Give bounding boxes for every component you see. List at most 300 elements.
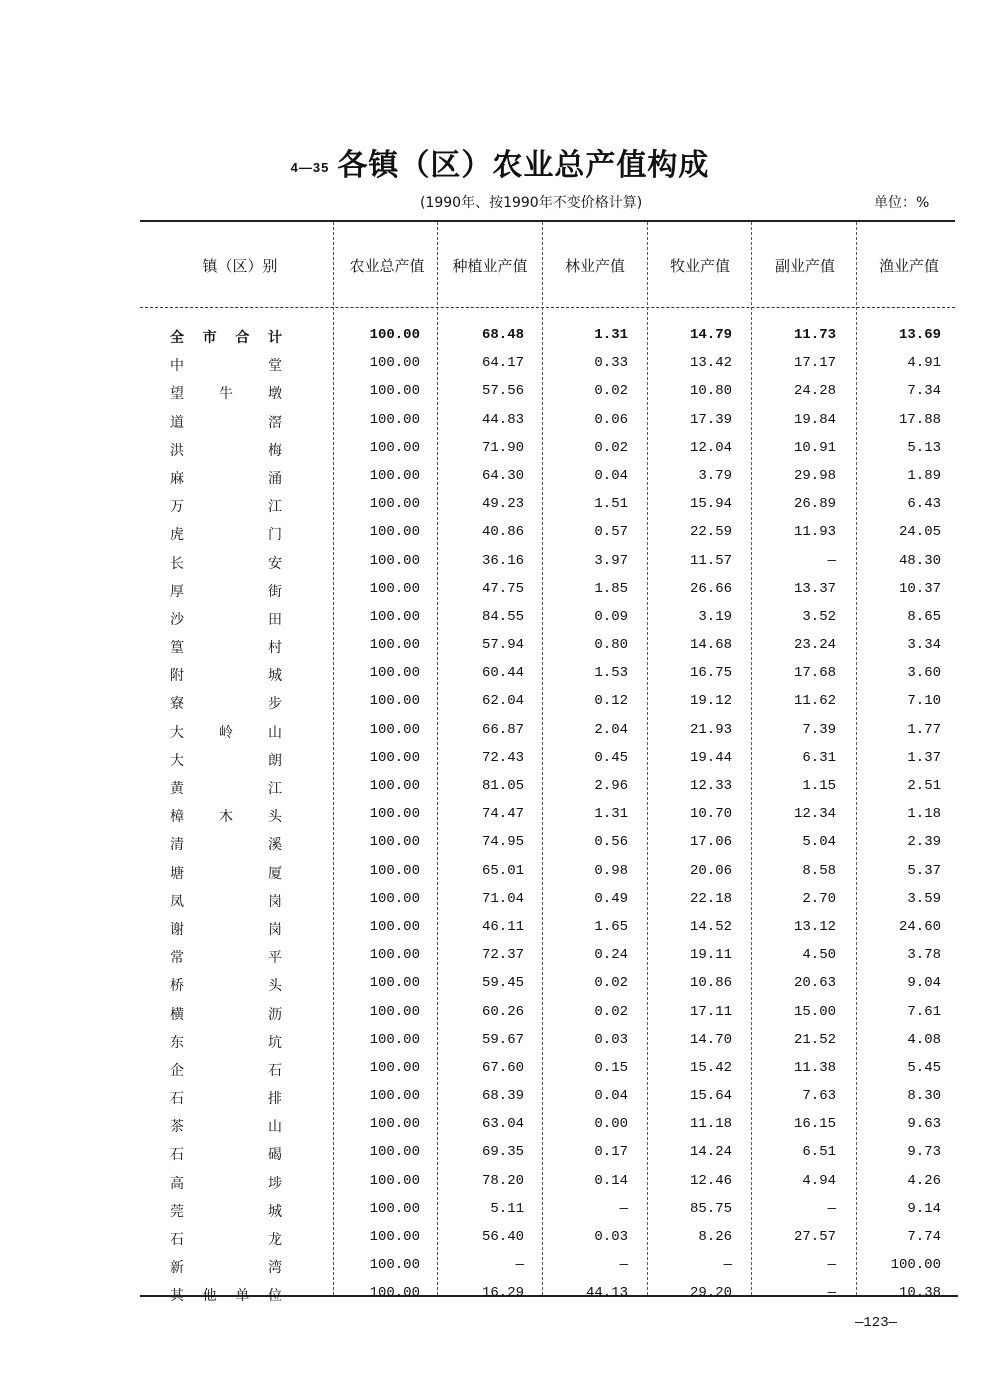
total-value: 100.00 — [369, 637, 420, 654]
sideline-value: 11.73 — [793, 327, 836, 343]
town-name-char: 新 — [170, 1260, 184, 1277]
sideline-value: 7.39 — [802, 721, 836, 738]
fishery-value: 17.88 — [898, 411, 941, 428]
crops-value: — — [515, 1257, 524, 1274]
total-value: 100.00 — [369, 862, 420, 879]
town-name — [170, 834, 282, 854]
table-row — [0, 888, 1000, 916]
livestock-value: 22.59 — [689, 524, 732, 541]
town-name — [170, 1144, 282, 1164]
total-value: 100.00 — [369, 834, 420, 851]
livestock-value: 19.11 — [689, 947, 732, 964]
town-name — [170, 806, 282, 826]
crops-value: 67.60 — [481, 1059, 524, 1076]
forestry-value: 3.97 — [594, 552, 628, 569]
town-name — [170, 1285, 282, 1305]
town-name-char: 头 — [268, 978, 282, 995]
town-name — [170, 496, 282, 516]
sideline-value: 11.93 — [793, 524, 836, 541]
crops-value: 74.47 — [481, 806, 524, 823]
total-value: 100.00 — [369, 890, 420, 907]
livestock-value: 15.42 — [689, 1059, 732, 1076]
total-value: 100.00 — [369, 327, 420, 343]
town-name-char: 谢 — [170, 921, 184, 938]
total-value: 100.00 — [369, 1172, 420, 1189]
sideline-value: 15.00 — [793, 1003, 836, 1020]
town-name-char: 岗 — [268, 921, 282, 938]
sideline-value: — — [827, 552, 836, 569]
table-row — [0, 352, 1000, 380]
forestry-value: — — [619, 1257, 628, 1274]
table-row — [0, 380, 1000, 408]
forestry-value: 2.04 — [594, 721, 628, 738]
crops-value: 40.86 — [481, 524, 524, 541]
crops-value: 69.35 — [481, 1144, 524, 1161]
forestry-value: 1.65 — [594, 918, 628, 935]
town-name-char: 朗 — [268, 752, 282, 769]
table-row — [0, 493, 1000, 521]
column-header-total: 农业总产值 — [349, 257, 425, 275]
livestock-value: 19.12 — [689, 693, 732, 710]
town-name — [170, 863, 282, 883]
table-row — [0, 1141, 1000, 1169]
table-row — [0, 690, 1000, 718]
livestock-value: 14.79 — [689, 327, 732, 343]
town-name-char: 道 — [170, 414, 184, 431]
crops-value: 47.75 — [481, 580, 524, 597]
town-name-char: 山 — [268, 1119, 282, 1136]
fishery-value: 8.30 — [907, 1088, 941, 1105]
crops-value: 16.29 — [481, 1285, 524, 1302]
table-row — [0, 1170, 1000, 1198]
table-row — [0, 662, 1000, 690]
forestry-value: 0.57 — [594, 524, 628, 541]
fishery-value: 5.45 — [907, 1059, 941, 1076]
sideline-value: 19.84 — [793, 411, 836, 428]
livestock-value: 16.75 — [689, 665, 732, 682]
town-name-char: 墩 — [268, 386, 282, 403]
town-name-char: 石 — [170, 1147, 184, 1164]
forestry-value: 0.03 — [594, 1031, 628, 1048]
fishery-value: 7.74 — [907, 1229, 941, 1245]
table-row — [0, 1254, 1000, 1282]
livestock-value: 14.24 — [689, 1144, 732, 1161]
forestry-value: 0.02 — [594, 383, 628, 400]
table-row — [0, 775, 1000, 803]
forestry-value: — — [619, 1200, 628, 1217]
livestock-value: 10.86 — [689, 975, 732, 992]
forestry-value: 0.02 — [594, 1003, 628, 1020]
fishery-value: 8.65 — [907, 608, 941, 625]
town-name — [170, 440, 282, 460]
town-name-char: 石 — [170, 1232, 184, 1248]
town-name — [170, 1032, 282, 1052]
fishery-value: 5.13 — [907, 439, 941, 456]
crops-value: 64.17 — [481, 355, 524, 372]
table-top-rule — [140, 220, 955, 222]
sideline-value: 29.98 — [793, 467, 836, 484]
forestry-value: 0.02 — [594, 439, 628, 456]
total-value: 100.00 — [369, 608, 420, 625]
page-number: —123— — [855, 1315, 898, 1331]
forestry-value: 0.45 — [594, 749, 628, 766]
fishery-value: 9.63 — [907, 1116, 941, 1133]
fishery-value: 2.51 — [907, 778, 941, 794]
town-name-char: 村 — [268, 640, 282, 657]
town-name-char: 木 — [219, 809, 233, 826]
crops-value: 64.30 — [481, 467, 524, 484]
town-name-char: 他 — [202, 1288, 217, 1305]
town-name-char: 城 — [268, 668, 282, 685]
town-name-char: 沥 — [268, 1006, 282, 1023]
total-value: 100.00 — [369, 1257, 420, 1274]
header-rule — [140, 307, 955, 308]
fishery-value: 6.43 — [907, 496, 941, 513]
town-name-char: 头 — [268, 809, 282, 826]
forestry-value: 0.80 — [594, 637, 628, 654]
forestry-value: 1.85 — [594, 580, 628, 597]
town-name-char: 湾 — [268, 1260, 282, 1277]
livestock-value: 17.39 — [689, 411, 732, 428]
livestock-value: 29.20 — [689, 1285, 732, 1302]
sideline-value: 17.17 — [793, 355, 836, 372]
sideline-value: 3.52 — [802, 608, 836, 625]
crops-value: 68.48 — [481, 327, 524, 343]
total-value: 100.00 — [369, 496, 420, 513]
table-row — [0, 1029, 1000, 1057]
sideline-value: 10.91 — [793, 439, 836, 456]
total-value: 100.00 — [369, 975, 420, 992]
town-name-char: 篁 — [170, 640, 184, 657]
sideline-value: 6.51 — [802, 1144, 836, 1161]
column-header-crops: 种植业产值 — [452, 257, 528, 275]
town-name — [170, 1116, 282, 1136]
town-name-char: 麻 — [170, 470, 184, 487]
livestock-value: 8.26 — [698, 1229, 732, 1245]
fishery-value: 3.78 — [907, 947, 941, 964]
total-value: 100.00 — [369, 439, 420, 456]
livestock-value: 11.18 — [689, 1116, 732, 1133]
forestry-value: 0.56 — [594, 834, 628, 851]
town-name-char: 城 — [268, 1203, 282, 1220]
total-value: 100.00 — [369, 778, 420, 794]
crops-value: 74.95 — [481, 834, 524, 851]
total-value: 100.00 — [369, 355, 420, 372]
town-name-char: 堂 — [268, 358, 282, 375]
total-value: 100.00 — [369, 1003, 420, 1020]
table-row — [0, 719, 1000, 747]
forestry-value: 0.14 — [594, 1172, 628, 1189]
livestock-value: 19.44 — [689, 749, 732, 766]
livestock-value: — — [723, 1257, 732, 1274]
sideline-value: 11.38 — [793, 1059, 836, 1076]
sideline-value: — — [827, 1257, 836, 1274]
sideline-value: 1.15 — [802, 778, 836, 794]
fishery-value: 7.61 — [907, 1003, 941, 1020]
table-row — [0, 972, 1000, 1000]
crops-value: 71.04 — [481, 890, 524, 907]
livestock-value: 26.66 — [689, 580, 732, 597]
fishery-value: 13.69 — [898, 327, 941, 343]
table-row — [0, 1198, 1000, 1226]
sideline-value: 4.94 — [802, 1172, 836, 1189]
forestry-value: 0.09 — [594, 608, 628, 625]
sideline-value: 5.04 — [802, 834, 836, 851]
crops-value: 36.16 — [481, 552, 524, 569]
town-name-char: 滘 — [268, 414, 282, 431]
town-name — [170, 609, 282, 629]
table-title — [0, 140, 1000, 184]
town-name-char: 计 — [267, 330, 282, 346]
town-name-char: 步 — [268, 696, 282, 713]
forestry-value: 2.96 — [594, 778, 628, 794]
crops-value: 60.26 — [481, 1003, 524, 1020]
town-name-char: 桥 — [170, 978, 184, 995]
crops-value: 59.67 — [481, 1031, 524, 1048]
forestry-value: 0.02 — [594, 975, 628, 992]
total-value: 100.00 — [369, 1088, 420, 1105]
town-name — [170, 1201, 282, 1221]
forestry-value: 0.24 — [594, 947, 628, 964]
crops-value: 68.39 — [481, 1088, 524, 1105]
total-value: 100.00 — [369, 1031, 420, 1048]
fishery-value: 1.37 — [907, 749, 941, 766]
sideline-value: 16.15 — [793, 1116, 836, 1133]
town-name — [170, 693, 282, 713]
column-header-fishery: 渔业产值 — [878, 257, 939, 275]
crops-value: 44.83 — [481, 411, 524, 428]
town-name-char: 江 — [268, 499, 282, 516]
town-name-char: 平 — [268, 950, 282, 967]
fishery-value: 7.34 — [907, 383, 941, 400]
sideline-value: 27.57 — [793, 1229, 836, 1245]
total-value: 100.00 — [369, 1144, 420, 1161]
town-name-char: 樟 — [170, 809, 184, 826]
town-name-char: 大 — [170, 752, 184, 769]
town-name — [170, 975, 282, 995]
crops-value: 66.87 — [481, 721, 524, 738]
town-name-char: 塘 — [170, 865, 184, 882]
total-value: 100.00 — [369, 1116, 420, 1133]
town-name-char: 寮 — [170, 696, 184, 713]
fishery-value: 4.91 — [907, 355, 941, 372]
livestock-value: 3.19 — [698, 608, 732, 625]
sideline-value: — — [827, 1200, 836, 1217]
town-name-char: 涌 — [268, 470, 282, 487]
town-name-char: 合 — [235, 330, 250, 346]
town-name-char: 黄 — [170, 781, 184, 797]
crops-value: 5.11 — [490, 1200, 524, 1217]
town-name — [170, 355, 282, 375]
livestock-value: 22.18 — [689, 890, 732, 907]
town-name-char: 门 — [268, 527, 282, 544]
table-row — [0, 409, 1000, 437]
livestock-value: 11.57 — [689, 552, 732, 569]
town-name-char: 高 — [170, 1175, 184, 1192]
town-name-char: 石 — [268, 1062, 282, 1079]
livestock-value: 3.79 — [698, 467, 732, 484]
unit-label: 单位：% — [874, 195, 930, 211]
table-row — [0, 1226, 1000, 1254]
town-name-char: 碣 — [268, 1147, 282, 1164]
crops-value: 57.56 — [481, 383, 524, 400]
total-value: 100.00 — [369, 1200, 420, 1217]
town-name-char: 单 — [235, 1288, 250, 1305]
crops-value: 72.43 — [481, 749, 524, 766]
livestock-value: 12.46 — [689, 1172, 732, 1189]
town-name — [170, 581, 282, 601]
table-row — [0, 803, 1000, 831]
town-name-char: 沙 — [170, 611, 184, 628]
town-name-char: 茶 — [170, 1119, 184, 1136]
town-name-char: 埗 — [268, 1175, 282, 1192]
town-name-char: 洪 — [170, 442, 184, 459]
sideline-value: 12.34 — [793, 806, 836, 823]
sideline-value: 17.68 — [793, 665, 836, 682]
town-name-char: 梅 — [268, 442, 282, 459]
fishery-value: 3.60 — [907, 665, 941, 682]
town-name — [170, 1173, 282, 1193]
town-name-char: 排 — [268, 1091, 282, 1108]
livestock-value: 15.64 — [689, 1088, 732, 1105]
livestock-value: 14.70 — [689, 1031, 732, 1048]
livestock-value: 21.93 — [689, 721, 732, 738]
forestry-value: 1.53 — [594, 665, 628, 682]
town-name — [170, 1004, 282, 1024]
fishery-value: 1.18 — [907, 806, 941, 823]
town-name — [170, 412, 282, 432]
town-name-char: 街 — [268, 583, 282, 600]
town-name-char: 其 — [170, 1288, 184, 1305]
livestock-value: 13.42 — [689, 355, 732, 372]
total-value: 100.00 — [369, 580, 420, 597]
forestry-value: 1.51 — [594, 496, 628, 513]
livestock-value: 14.68 — [689, 637, 732, 654]
town-name — [170, 1229, 282, 1249]
total-value: 100.00 — [369, 806, 420, 823]
town-name-char: 虎 — [170, 527, 184, 544]
town-name-char: 望 — [170, 386, 184, 403]
town-name-char: 凤 — [170, 893, 184, 910]
town-name — [170, 553, 282, 573]
forestry-value: 0.49 — [594, 890, 628, 907]
livestock-value: 17.11 — [689, 1003, 732, 1020]
column-header-sideline: 副业产值 — [774, 257, 835, 275]
forestry-value: 0.04 — [594, 467, 628, 484]
town-name-char: 横 — [170, 1006, 184, 1023]
fishery-value: 2.39 — [907, 834, 941, 851]
town-name-char: 市 — [202, 330, 217, 346]
town-name-char: 石 — [170, 1091, 184, 1108]
livestock-value: 10.70 — [689, 806, 732, 823]
town-name — [170, 891, 282, 911]
table-row — [0, 1057, 1000, 1085]
table-row — [0, 606, 1000, 634]
total-value: 100.00 — [369, 467, 420, 484]
sideline-value: 13.12 — [793, 918, 836, 935]
table-row — [0, 578, 1000, 606]
table-row — [0, 465, 1000, 493]
table-row — [0, 831, 1000, 859]
forestry-value: 0.15 — [594, 1059, 628, 1076]
town-name-char: 岭 — [219, 724, 233, 741]
table-subtitle: (1990年、按1990年不变价格计算) — [420, 195, 643, 211]
crops-value: 65.01 — [481, 862, 524, 879]
crops-value: 84.55 — [481, 608, 524, 625]
total-value: 100.00 — [369, 383, 420, 400]
total-value: 100.00 — [369, 947, 420, 964]
town-name-char: 龙 — [268, 1232, 282, 1248]
town-name-char: 厦 — [268, 865, 282, 882]
column-header-town: 镇（区）别 — [202, 257, 278, 275]
town-name-char: 东 — [170, 1034, 184, 1051]
crops-value: 63.04 — [481, 1116, 524, 1133]
total-value: 100.00 — [369, 721, 420, 738]
town-name-char: 企 — [170, 1062, 184, 1079]
town-name — [170, 1088, 282, 1108]
crops-value: 46.11 — [481, 918, 524, 935]
sideline-value: 2.70 — [802, 890, 836, 907]
forestry-value: 0.12 — [594, 693, 628, 710]
total-value: 100.00 — [369, 411, 420, 428]
forestry-value: 0.98 — [594, 862, 628, 879]
town-name-char: 常 — [170, 950, 184, 967]
table-row — [0, 1282, 1000, 1310]
total-value: 100.00 — [369, 749, 420, 766]
total-value: 100.00 — [369, 1059, 420, 1076]
table-row — [0, 860, 1000, 888]
forestry-value: 0.17 — [594, 1144, 628, 1161]
total-value: 100.00 — [369, 693, 420, 710]
fishery-value: 48.30 — [898, 552, 941, 569]
sideline-value: 7.63 — [802, 1088, 836, 1105]
crops-value: 62.04 — [481, 693, 524, 710]
town-name-char: 安 — [268, 555, 282, 572]
sideline-value: 21.52 — [793, 1031, 836, 1048]
town-name-char: 田 — [268, 611, 282, 628]
town-name — [170, 327, 282, 347]
sideline-value: 11.62 — [793, 693, 836, 710]
column-header-livestock: 牧业产值 — [669, 257, 730, 275]
livestock-value: 12.33 — [689, 778, 732, 794]
table-row — [0, 437, 1000, 465]
table-row — [0, 550, 1000, 578]
total-value: 100.00 — [369, 665, 420, 682]
town-name — [170, 947, 282, 967]
fishery-value: 4.08 — [907, 1031, 941, 1048]
table-title-text: 各镇（区）农业总产值构成 — [337, 148, 710, 183]
livestock-value: 85.75 — [689, 1200, 732, 1217]
fishery-value: 3.59 — [907, 890, 941, 907]
table-row — [0, 634, 1000, 662]
town-name-char: 长 — [170, 555, 184, 572]
sideline-value: 24.28 — [793, 383, 836, 400]
table-row — [0, 944, 1000, 972]
town-name — [170, 722, 282, 742]
fishery-value: 9.14 — [907, 1200, 941, 1217]
sideline-value: 20.63 — [793, 975, 836, 992]
town-name-char: 莞 — [170, 1203, 184, 1220]
sideline-value: 23.24 — [793, 637, 836, 654]
livestock-value: 20.06 — [689, 862, 732, 879]
town-name-char: 大 — [170, 724, 184, 741]
table-body — [0, 324, 1000, 1311]
total-value: 100.00 — [369, 1229, 420, 1245]
forestry-value: 0.00 — [594, 1116, 628, 1133]
town-name — [170, 919, 282, 939]
sideline-value: 26.89 — [793, 496, 836, 513]
town-name — [170, 468, 282, 488]
